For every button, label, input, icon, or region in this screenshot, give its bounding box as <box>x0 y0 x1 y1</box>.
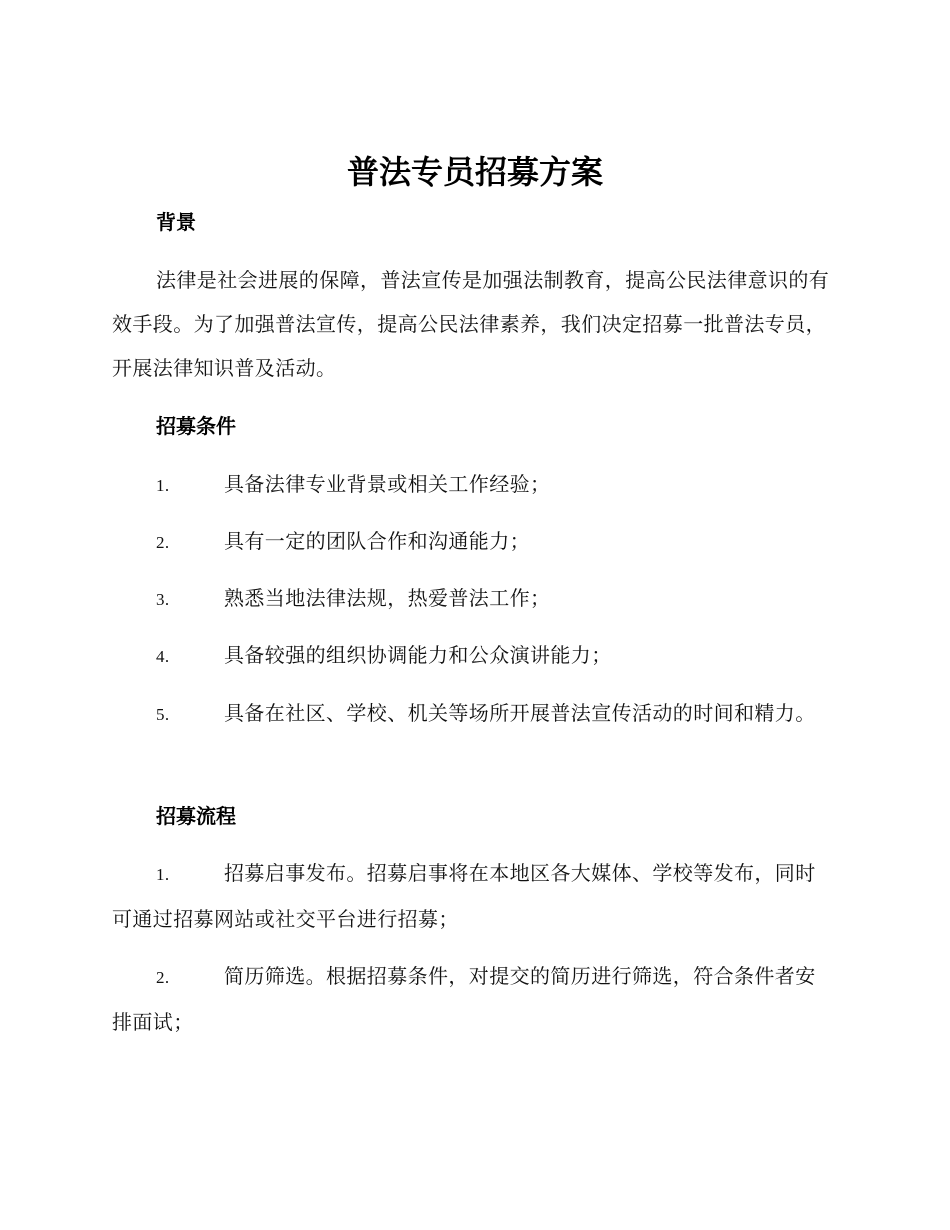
condition-item <box>112 633 832 679</box>
condition-item <box>112 519 832 565</box>
section-heading-conditions: 招募条件 <box>156 414 236 438</box>
list-item-text: 简历筛选。根据招募条件，对提交的简历进行筛选，符合条件者安排面试； <box>112 964 816 1034</box>
condition-item <box>112 576 832 622</box>
list-item-text: 具备较强的组织协调能力和公众演讲能力； <box>224 643 612 667</box>
list-item-text: 具备法律专业背景或相关工作经验； <box>224 472 551 496</box>
list-number: 4. <box>156 647 170 666</box>
list-number: 2. <box>156 968 170 987</box>
condition-item <box>112 462 832 508</box>
list-number: 5. <box>156 705 170 724</box>
process-item <box>112 851 832 941</box>
list-item-text: 具备在社区、学校、机关等场所开展普法宣传活动的时间和精力。 <box>224 701 816 725</box>
list-item-text: 具有一定的团队合作和沟通能力； <box>224 529 530 553</box>
section-heading-process: 招募流程 <box>156 804 236 828</box>
section-heading-background: 背景 <box>156 210 196 234</box>
background-paragraph: 法律是社会进展的保障，普法宣传是加强法制教育，提高公民法律意识的有效手段。为了加强普法宣传，提高公民法律素养，我们决定招募一批普法专员，开展法律知识普及活动。 <box>112 268 830 380</box>
process-item <box>112 954 832 1044</box>
list-number: 1. <box>156 476 170 495</box>
list-item-text: 招募启事发布。招募启事将在本地区各大媒体、学校等发布，同时可通过招募网站或社交平台进行招募； <box>112 861 816 931</box>
list-number: 2. <box>156 533 170 552</box>
list-number: 1. <box>156 865 170 884</box>
list-number: 3. <box>156 590 170 609</box>
list-item-text: 熟悉当地法律法规，热爱普法工作； <box>224 586 551 610</box>
condition-item <box>112 691 832 737</box>
document-title: 普法专员招募方案 <box>346 153 603 191</box>
